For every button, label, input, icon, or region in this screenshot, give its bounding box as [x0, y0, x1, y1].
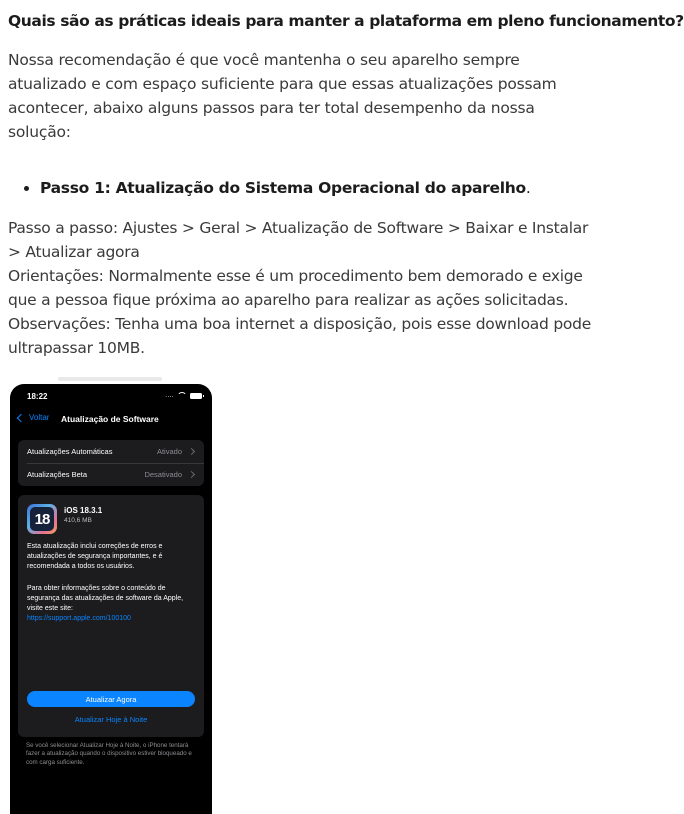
iphone-screenshot	[10, 384, 212, 814]
step-title: Passo 1: Atualização do Sistema Operacional do aparelho	[40, 179, 526, 197]
setting-row-automatic-updates[interactable]	[18, 440, 204, 463]
step-details	[8, 216, 596, 360]
wifi-icon	[177, 392, 187, 399]
status-time: 18:22	[27, 392, 48, 401]
update-name: iOS 18.3.1	[64, 506, 103, 515]
steps-list	[8, 176, 530, 200]
article-heading: Quais são as práticas ideais para manter a plataforma em pleno funcionamento?	[8, 12, 684, 30]
status-icons	[165, 392, 202, 399]
setting-label: Atualizações Beta	[27, 470, 88, 479]
security-content-link[interactable]: https://support.apple.com/100100	[27, 615, 131, 622]
update-info: Para obter informações sobre o conteúdo de segurança das atualizações de software da Apple, visite este site:	[27, 585, 184, 613]
setting-value: Ativado	[156, 447, 182, 456]
update-now-button[interactable]: Atualizar Agora	[27, 691, 195, 707]
list-item	[40, 176, 530, 200]
chevron-left-icon	[17, 413, 25, 421]
observacoes-text: Observações: Tenha uma boa internet a disposição, pois esse download pode ultrapassar 10MB.	[8, 315, 592, 357]
ios-logo-text: 18	[30, 507, 54, 531]
back-label: Voltar	[29, 413, 50, 422]
chevron-right-icon	[188, 448, 195, 455]
update-size: 410,6 MB	[64, 517, 92, 524]
update-tonight-button[interactable]: Atualizar Hoje à Noite	[74, 715, 148, 724]
ios-18-logo-icon	[27, 504, 57, 534]
nav-title: Atualização de Software	[61, 414, 159, 424]
setting-value: Desativado	[144, 470, 182, 479]
footnote: Se você selecionar Atualizar Hoje à Noite, o iPhone tentará fazer a atualização quando o dispositivo estiver bloqueado e com carga suficiente.	[26, 742, 192, 766]
back-button[interactable]	[16, 413, 49, 422]
battery-icon	[190, 393, 202, 399]
update-card	[18, 495, 204, 737]
chevron-right-icon	[188, 471, 195, 478]
setting-row-beta-updates[interactable]	[18, 463, 204, 486]
orientacoes-text: Orientações: Normalmente esse é um procedimento bem demorado e exige que a pessoa fique próxima ao aparelho para realizar as ações solicitadas.	[8, 267, 583, 309]
status-bar	[10, 384, 212, 408]
setting-label: Atualizações Automáticas	[27, 447, 113, 456]
step-period: .	[525, 179, 531, 197]
passo-a-passo-text: Passo a passo: Ajustes > Geral > Atualização de Software > Baixar e Instalar > Atualizar agora	[8, 219, 589, 261]
intro-paragraph: Nossa recomendação é que você mantenha o seu aparelho sempre atualizado e com espaço suficiente para que essas atualizações possam acontecer, abaixo alguns passos para ter total desempenho da nossa solução:	[8, 51, 557, 141]
signal-icon: ....	[165, 392, 174, 399]
screenshot-top-edge	[58, 377, 162, 381]
settings-group	[18, 440, 204, 486]
navigation-bar	[10, 410, 212, 430]
update-description: Esta atualização inclui correções de erros e atualizações de segurança importantes, e é recomendada a todos os usuários.	[27, 543, 163, 571]
